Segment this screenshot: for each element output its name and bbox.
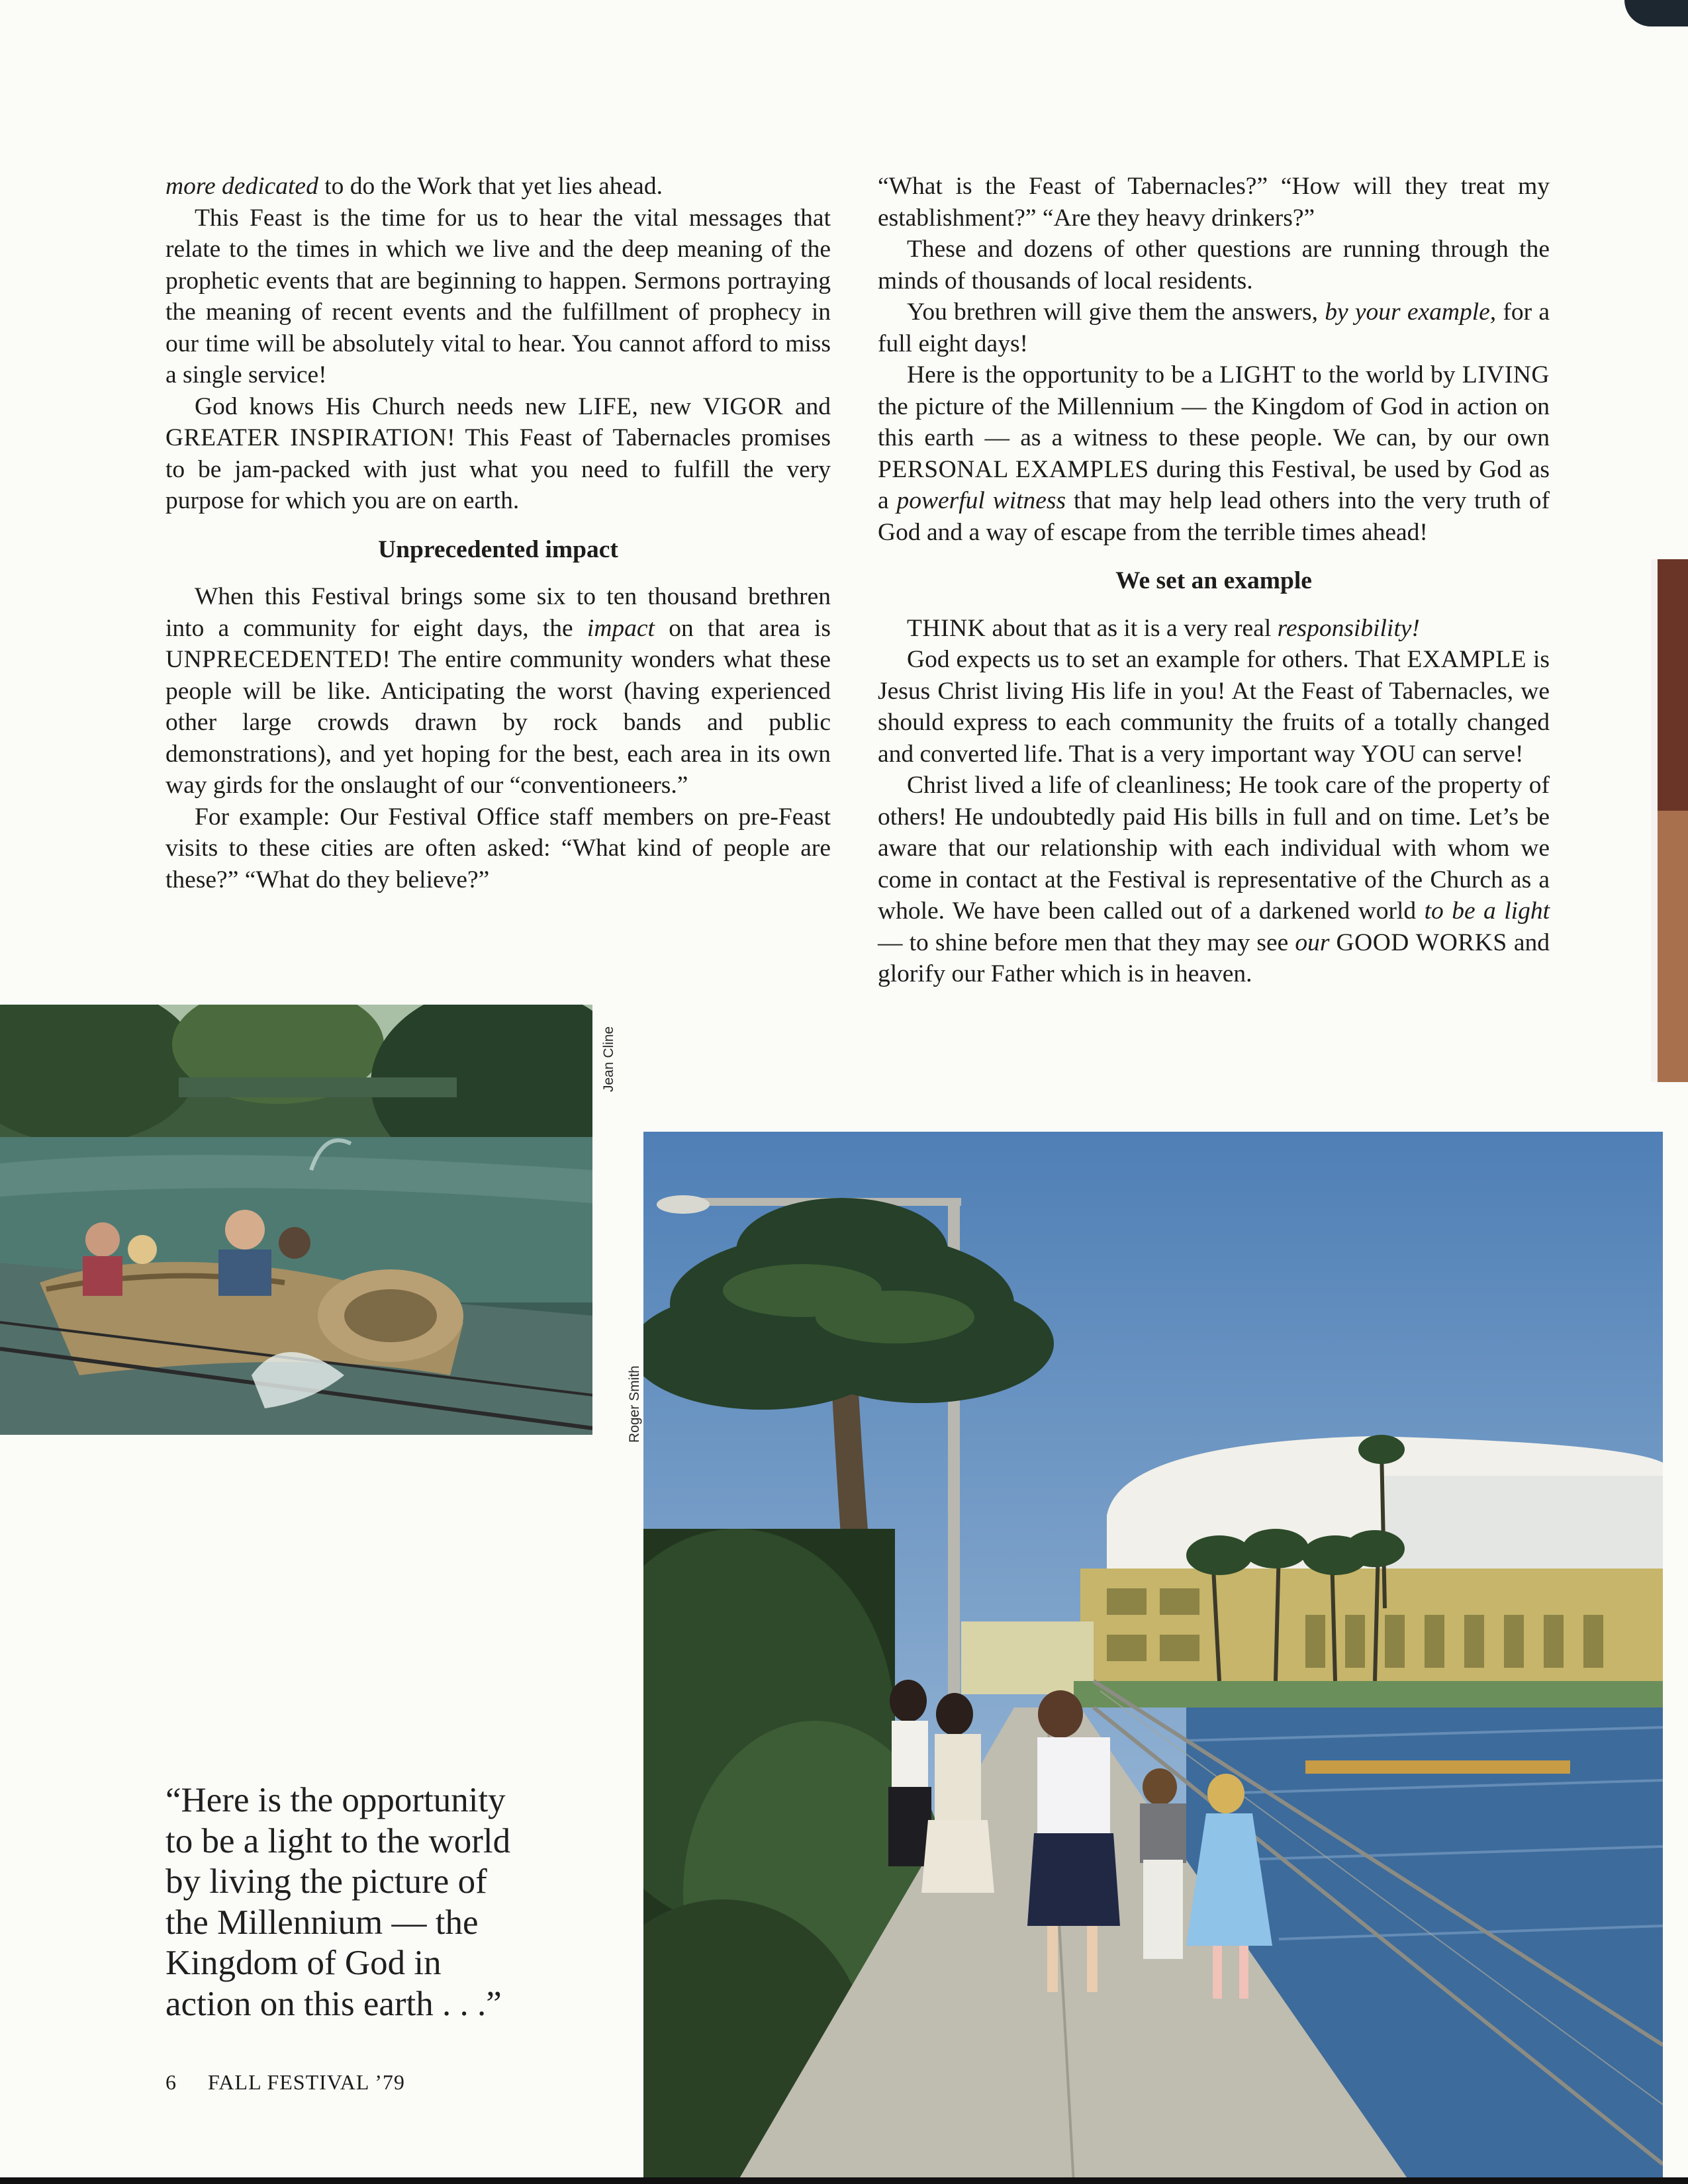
page-number: 6	[165, 2070, 177, 2094]
facing-page-photo-edge	[1651, 559, 1688, 1082]
paragraph: When this Festival brings some six to ten thousand brethren into a community for eight days, the impact on that area is UNPRECEDENTED! The entire community wonders what these people will be like. Anticipating the worst (having experienced other large crowds drawn by rock bands and public demonstrations), and yet hoping for the best, each area in its own way girds for the onslaught of our “conventioneers.”	[165, 583, 831, 799]
article-column-left	[165, 171, 831, 895]
photo-credit: Roger Smith	[627, 1365, 642, 1443]
log-flume-illustration	[0, 1005, 592, 1435]
waterfront-walkway-photo	[643, 1132, 1663, 2184]
paragraph: God expects us to set an example for others. That EXAMPLE is Jesus Christ living His life in you! At the Feast of Tabernacles, we should express to each community the fruits of a totally changed and converted life. That is a very important way YOU can serve!	[878, 646, 1550, 768]
scan-border	[0, 2177, 1688, 2184]
paragraph: For example: Our Festival Office staff members on pre-Feast visits to these cities are often asked: “What kind of people are these?” “What do they believe?”	[165, 803, 831, 893]
paragraph: THINK about that as it is a very real responsibility!	[907, 614, 1420, 642]
paragraph: “What is the Feast of Tabernacles?” “How will they treat my establishment?” “Are they heavy drinkers?”	[878, 173, 1550, 232]
section-heading: Unprecedented impact	[378, 535, 618, 563]
photo-credit: Jean Cline	[601, 1026, 616, 1092]
waterfront-illustration	[643, 1132, 1663, 2184]
publication-name: FALL FESTIVAL ’79	[208, 2070, 405, 2094]
article-column-right	[878, 171, 1550, 990]
paragraph: These and dozens of other questions are running through the minds of thousands of local residents.	[878, 236, 1550, 295]
paragraph: more dedicated to do the Work that yet lies ahead.	[165, 173, 663, 200]
paragraph: Here is the opportunity to be a LIGHT to the world by LIVING the picture of the Millennium — the Kingdom of God in action on this earth — as a witness to these people. We can, by our own PERSONAL EXAMPLES during this Festival, be used by God as a powerful witness that may help lead others into the very truth of God and a way of escape from the terrible times ahead!	[878, 361, 1550, 546]
pull-quote: “Here is the opportunity to be a light to the world by living the picture of the Millennium — the Kingdom of God in action on this earth . . .”	[165, 1781, 511, 2023]
page-footer	[165, 2070, 405, 2095]
paragraph: God knows His Church needs new LIFE, new VIGOR and GREATER INSPIRATION! This Feast of Tabernacles promises to be jam-packed with just what you need to fulfill the very purpose for which you are on earth.	[165, 392, 831, 514]
paragraph: Christ lived a life of cleanliness; He took care of the property of others! He undoubtedly paid His bills in full and on time. Let’s be aware that our relationship with each individual with whom we come in contact at the Festival is representative of the Church as a whole. We have been called out of a darkened world to be a light — to shine before men that they may see our GOOD WORKS and glorify our Father which is in heaven.	[878, 772, 1550, 987]
page-edge-shadow	[1624, 0, 1688, 26]
paragraph: You brethren will give them the answers, by your example, for a full eight days!	[878, 298, 1550, 357]
paragraph: This Feast is the time for us to hear the vital messages that relate to the times in which we live and the deep meaning of the prophetic events that are beginning to happen. Sermons portraying the meaning of recent events and the fulfillment of prophecy in our time will be absolutely vital to hear. You cannot afford to miss a single service!	[165, 204, 831, 388]
section-heading: We set an example	[1115, 567, 1312, 594]
log-flume-photo	[0, 1005, 592, 1435]
